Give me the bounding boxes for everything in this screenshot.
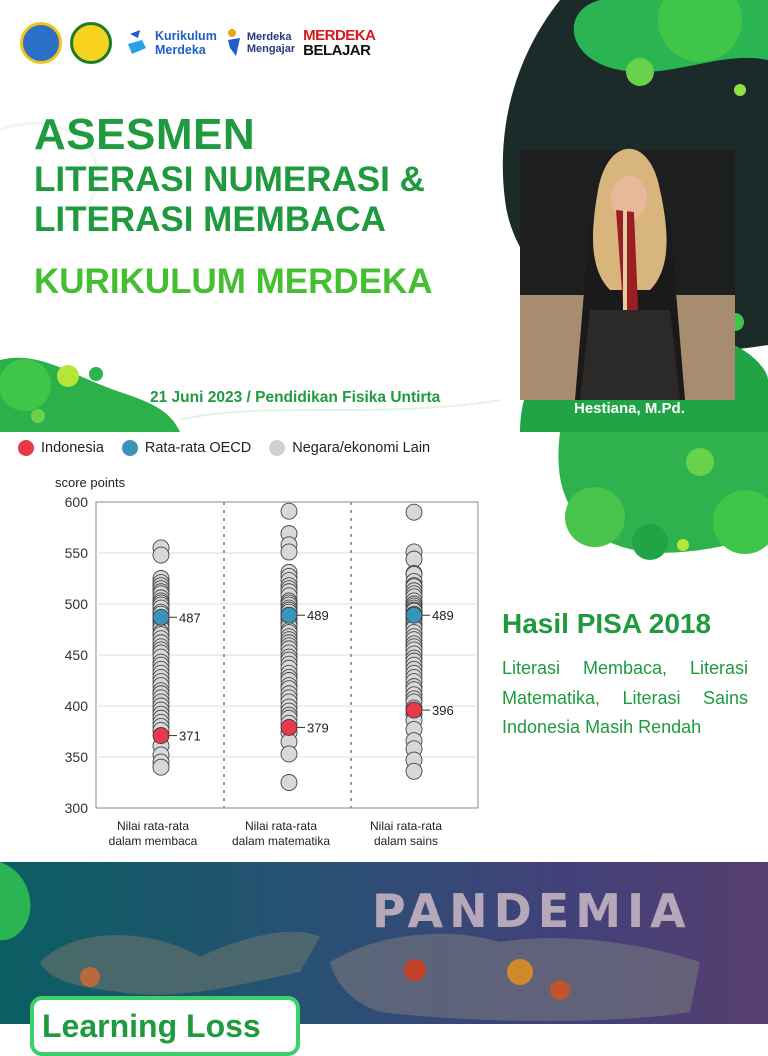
data-label: 489 <box>307 608 329 624</box>
x-category-label: dalam sains <box>373 834 439 848</box>
mengajar-logo-line1: Merdeka <box>246 31 292 43</box>
title-banner <box>0 0 768 432</box>
pandemia-banner <box>0 862 768 1044</box>
legend-label: Indonesia <box>41 440 104 456</box>
kurikulum-logo-line2: Merdeka <box>155 43 206 57</box>
legend-label: Rata-rata OECD <box>144 440 252 456</box>
presenter-name: Hestiana, M.Pd. <box>574 400 685 417</box>
point-oecd <box>281 607 297 623</box>
kurikulum-logo-line1: Kurikulum <box>155 29 217 43</box>
point-indonesia <box>153 728 169 744</box>
y-tick-label: 500 <box>64 596 88 612</box>
point-other <box>153 547 169 563</box>
belajar-logo-line2: BELAJAR <box>303 42 371 59</box>
point-other <box>406 551 422 567</box>
y-tick-label: 600 <box>64 494 88 510</box>
point-other <box>406 763 422 779</box>
point-oecd <box>406 607 422 623</box>
point-oecd <box>153 609 169 625</box>
point-other <box>281 775 297 791</box>
merdeka-mengajar-logo <box>225 28 295 58</box>
data-label: 489 <box>432 608 454 624</box>
data-label: 379 <box>307 720 329 736</box>
point-other <box>281 746 297 762</box>
x-category-label: dalam membaca <box>108 834 198 848</box>
title-asesmen: ASESMEN <box>34 110 256 159</box>
title-kurikulum-merdeka: KURIKULUM MERDEKA <box>34 262 433 301</box>
title-line3: LITERASI MEMBACA <box>34 200 386 239</box>
point-other <box>406 504 422 520</box>
learning-loss-text: Learning Loss <box>42 1008 261 1044</box>
y-tick-label: 450 <box>64 647 88 663</box>
point-other <box>153 759 169 775</box>
data-label: 487 <box>179 610 201 626</box>
legend-label: Negara/ekonomi Lain <box>292 440 431 456</box>
y-axis-label: score points <box>55 475 126 490</box>
kemendikbud-logo-icon <box>20 22 62 64</box>
point-indonesia <box>281 719 297 735</box>
belajar-logo-line1: MERDEKA <box>303 27 376 44</box>
mengajar-logo-line2: Mengajar <box>246 43 296 55</box>
title-literasi <box>34 160 425 240</box>
y-tick-label: 400 <box>64 698 88 714</box>
y-tick-label: 350 <box>64 749 88 765</box>
kurikulum-merdeka-icon <box>126 28 150 58</box>
event-date: 21 Juni 2023 / Pendidikan Fisika Untirta <box>150 389 441 406</box>
pisa-section <box>0 432 768 862</box>
logo-row <box>20 22 375 64</box>
data-label: 396 <box>432 703 454 719</box>
x-category-label: Nilai rata-rata <box>116 819 190 833</box>
pisa-scatter-chart <box>0 432 500 862</box>
data-label: 371 <box>179 728 201 744</box>
x-category-label: Nilai rata-rata <box>244 819 318 833</box>
pisa-description: Literasi Membaca, Literasi Matematika, Literasi Sains Indonesia Masih Rendah <box>502 658 748 737</box>
title-line2: LITERASI NUMERASI & <box>34 160 425 199</box>
untirta-logo-icon <box>70 22 112 64</box>
pandemia-heading: PANDEMIA <box>372 884 692 938</box>
x-category-label: dalam matematika <box>231 834 331 848</box>
point-indonesia <box>406 702 422 718</box>
x-category-label: Nilai rata-rata <box>369 819 443 833</box>
merdeka-mengajar-icon <box>225 28 243 58</box>
point-other <box>281 544 297 560</box>
pisa-title: Hasil PISA 2018 <box>502 608 712 639</box>
presenter-photo <box>520 150 735 400</box>
y-tick-label: 300 <box>64 800 88 816</box>
kurikulum-merdeka-logo <box>126 28 217 58</box>
point-other <box>281 503 297 519</box>
merdeka-belajar-logo <box>303 28 375 58</box>
y-tick-label: 550 <box>64 545 88 561</box>
